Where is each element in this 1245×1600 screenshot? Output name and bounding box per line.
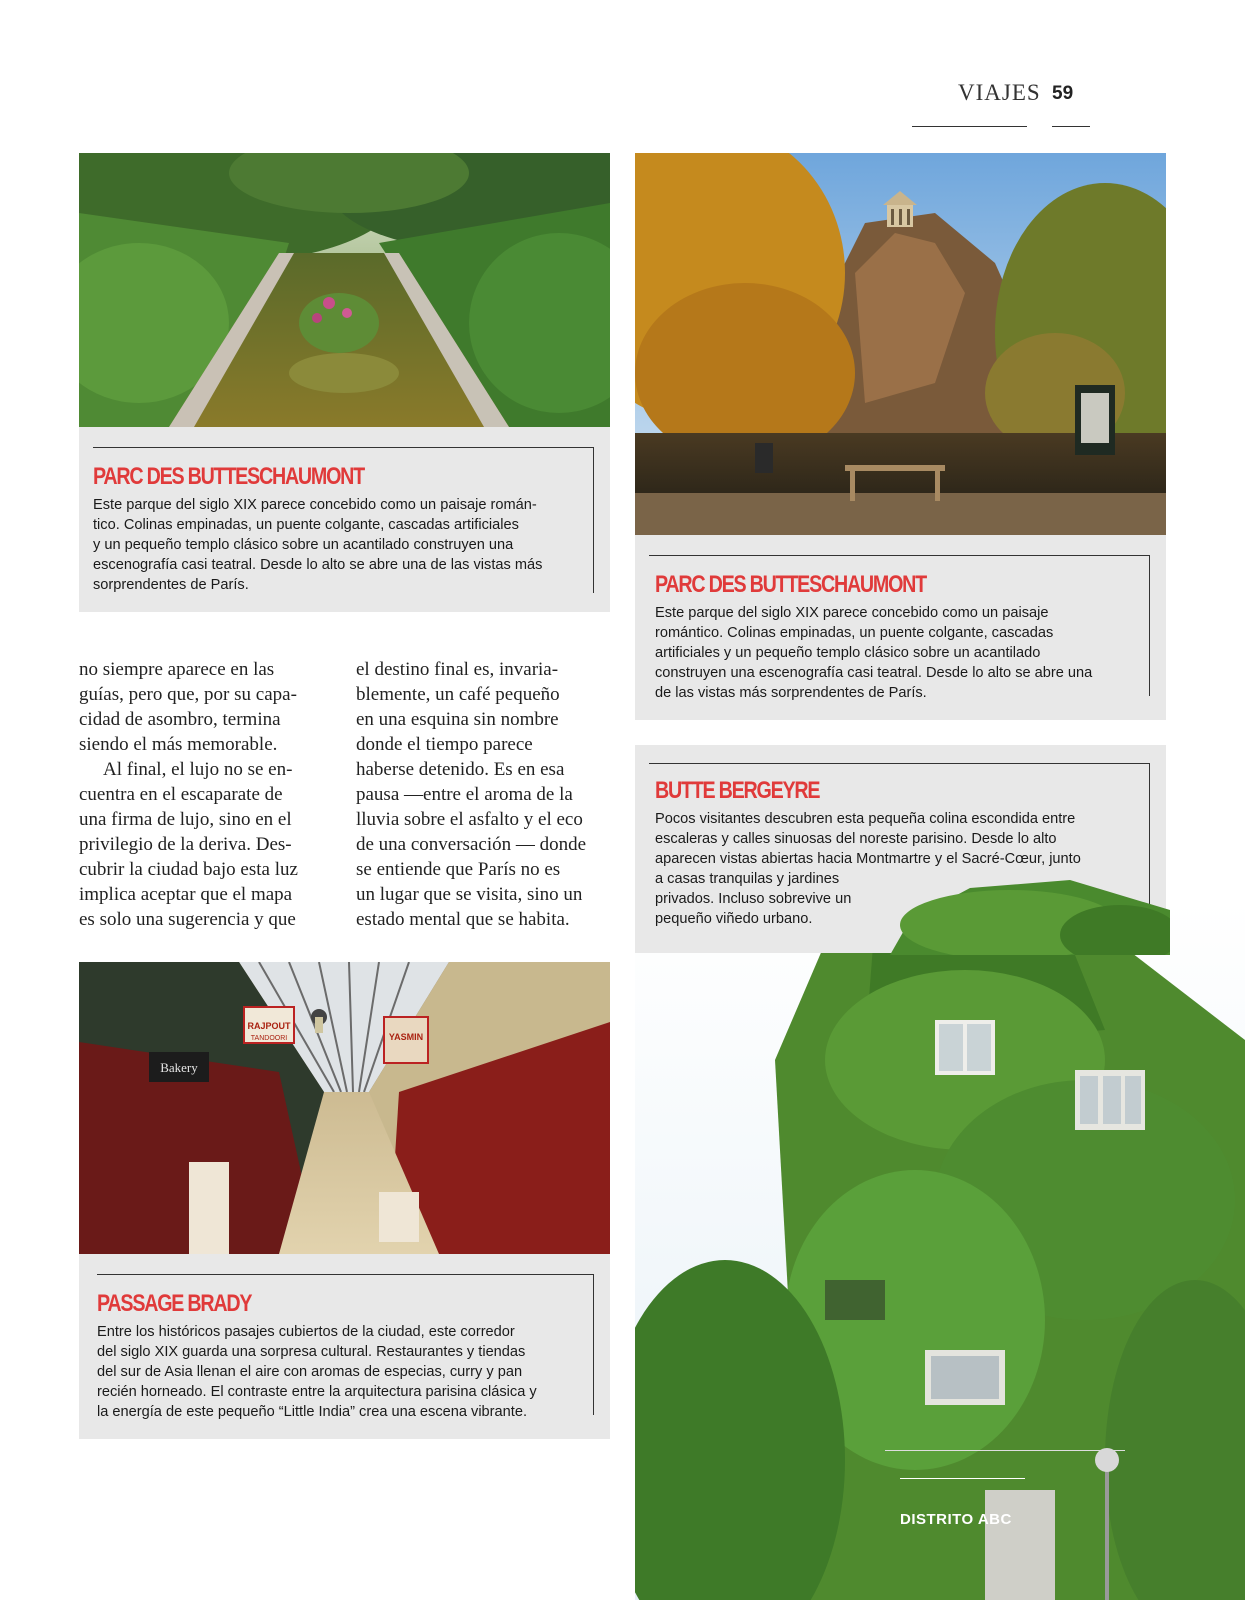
page-number: 59 xyxy=(1052,83,1074,104)
caption-line: a casas tranquilas y jardines xyxy=(655,871,840,887)
brand-rule xyxy=(900,1478,1025,1479)
body-line: el destino final es, invaria- xyxy=(356,659,559,680)
caption-title: PARC DES BUTTESCHAUMONT xyxy=(93,463,364,490)
caption-line: artificiales y un pequeño templo clásico sobre un acantilado xyxy=(655,645,1041,661)
caption-line: del sur de Asia llenan el aire con aromas de especias, curry y pan xyxy=(97,1364,523,1380)
body-column-1 xyxy=(79,657,329,932)
body-line: cubrir la ciudad bajo esta luz xyxy=(79,859,298,880)
caption-line: Pocos visitantes descubren esta pequeña colina escondida entre xyxy=(655,811,1076,827)
caption-line: escaleras y calles sinuosas del noreste parisino. Desde lo alto xyxy=(655,831,1057,847)
body-line: estado mental que se habita. xyxy=(356,909,570,930)
caption-line: tico. Colinas empinadas, un puente colgante, cascadas artificiales xyxy=(93,517,519,533)
caption-line: recién horneado. El contraste entre la arquitectura parisina clásica y xyxy=(97,1384,537,1400)
passage-sign-yasmin: YASMIN xyxy=(388,1032,424,1042)
passage-sign-tandoori: TANDOORI xyxy=(250,1035,288,1042)
caption-line: la energía de este pequeño “Little India” crea una escena vibrante. xyxy=(97,1404,527,1420)
body-line: un lugar que se visita, sino un xyxy=(356,884,583,905)
brand-logo: DISTRITO ABC xyxy=(900,1511,1012,1528)
temple-on-cliff-photo xyxy=(635,153,1166,535)
ivy-overlap xyxy=(870,880,1170,955)
caption-line: Entre los históricos pasajes cubiertos de la ciudad, este corredor xyxy=(97,1324,515,1340)
caption-line: Este parque del siglo XIX parece concebido como un paisaje román- xyxy=(93,497,537,513)
body-line: blemente, un café pequeño xyxy=(356,684,560,705)
caption-box-butteschaumont-right xyxy=(635,535,1166,720)
body-line: cuentra en el escaparate de xyxy=(79,784,283,805)
caption-text xyxy=(655,603,1150,703)
garden-canal-photo xyxy=(79,153,610,427)
caption-line: privados. Incluso sobrevive un xyxy=(655,891,852,907)
caption-line: del siglo XIX guarda una sorpresa cultural. Restaurantes y tiendas xyxy=(97,1344,526,1360)
body-line: es solo una sugerencia y que xyxy=(79,909,296,930)
caption-text xyxy=(93,495,593,595)
caption-line: aparecen vistas abiertas hacia Montmartre y el Sacré-Cœur, junto xyxy=(655,851,1081,867)
body-line: Al final, el lujo no se en- xyxy=(103,759,293,780)
caption-box-passage-brady xyxy=(79,1254,610,1439)
caption-line: Este parque del siglo XIX parece concebido como un paisaje xyxy=(655,605,1049,621)
caption-box-butteschaumont-left xyxy=(79,427,610,612)
caption-line: sorprendentes de París. xyxy=(93,577,249,593)
section-label: VIAJES xyxy=(958,80,1041,105)
caption-line: y un pequeño templo clásico sobre un acantilado construyen una xyxy=(93,537,514,553)
body-line: donde el tiempo parece xyxy=(356,734,533,755)
body-line: privilegio de la deriva. Des- xyxy=(79,834,292,855)
body-line: no siempre aparece en las xyxy=(79,659,275,680)
caption-title: PARC DES BUTTESCHAUMONT xyxy=(655,571,926,598)
passage-sign-rajpout: RAJPOUT xyxy=(247,1021,291,1031)
body-line: de una conversación — donde xyxy=(356,834,587,855)
covered-passage-photo xyxy=(79,962,610,1254)
caption-line: de las vistas más sorprendentes de París. xyxy=(655,685,927,701)
body-line: siendo el más memorable. xyxy=(79,734,278,755)
passage-sign-bakery: Bakery xyxy=(160,1060,198,1075)
caption-line: romántico. Colinas empinadas, un puente colgante, cascadas xyxy=(655,625,1054,641)
ivy-covered-building-photo xyxy=(635,900,1245,1600)
body-line: pausa —entre el aroma de la xyxy=(356,784,573,805)
caption-line: escenografía casi teatral. Desde lo alto se abre una de las vistas más xyxy=(93,557,543,573)
body-line: en una esquina sin nombre xyxy=(356,709,559,730)
body-line: haberse detenido. Es en esa xyxy=(356,759,565,780)
body-line: implica aceptar que el mapa xyxy=(79,884,293,905)
body-line: guías, pero que, por su capa- xyxy=(79,684,297,705)
body-line: lluvia sobre el asfalto y el eco xyxy=(356,809,583,830)
caption-text xyxy=(97,1322,597,1422)
caption-line: pequeño viñedo urbano. xyxy=(655,911,813,927)
caption-line: construyen una escenografía casi teatral. Desde lo alto se abre una xyxy=(655,665,1093,681)
caption-title: BUTTE BERGEYRE xyxy=(655,777,820,804)
header-rule-left xyxy=(912,126,1027,127)
caption-title: PASSAGE BRADY xyxy=(97,1290,252,1317)
header-rule-right xyxy=(1052,126,1090,127)
body-line: una firma de lujo, sino en el xyxy=(79,809,292,830)
body-column-2 xyxy=(356,657,606,932)
body-line: cidad de asombro, termina xyxy=(79,709,281,730)
body-line: se entiende que París no es xyxy=(356,859,561,880)
